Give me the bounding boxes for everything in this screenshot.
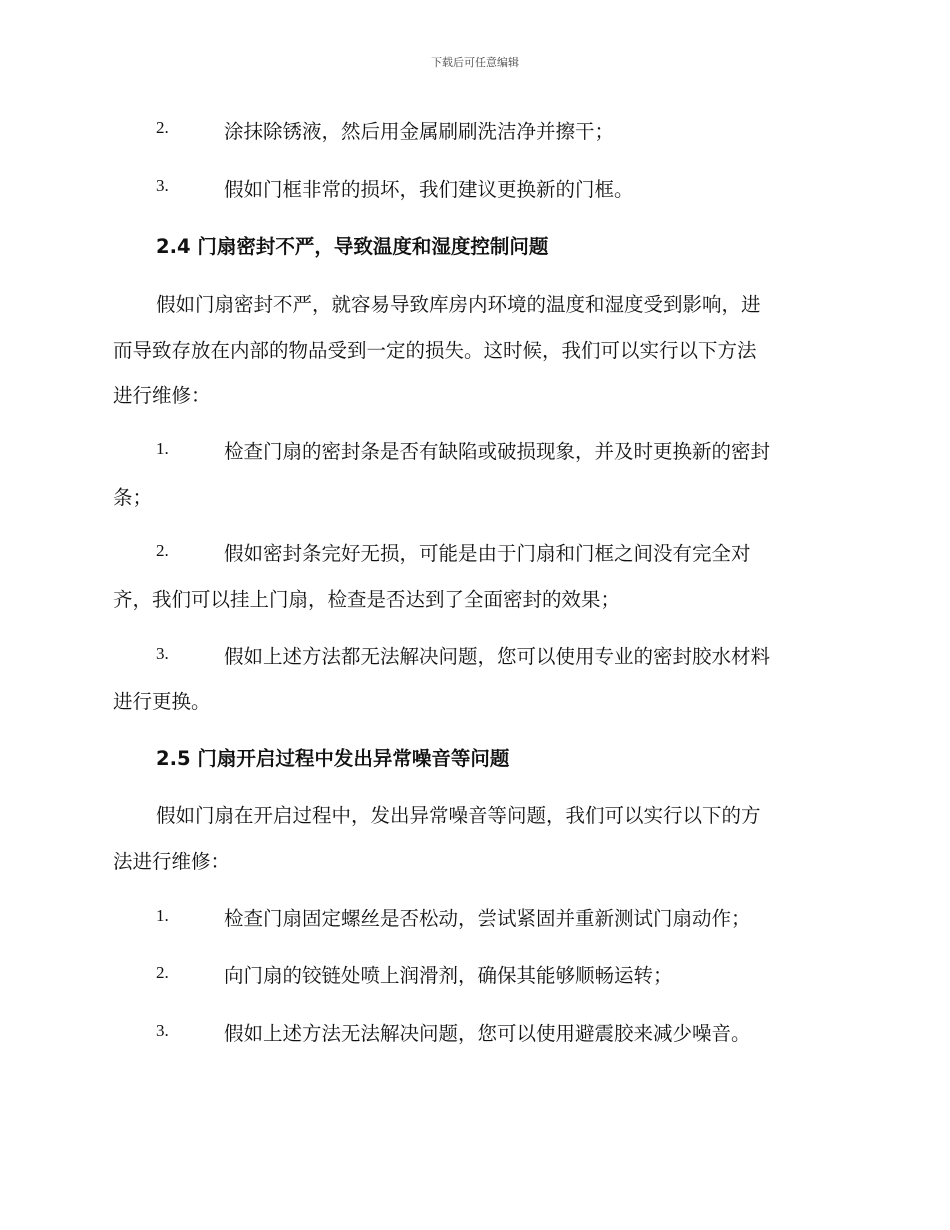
- list-number: 2.: [156, 963, 169, 982]
- page-header: 下载后可任意编辑: [431, 56, 519, 69]
- list-number: 2.: [156, 541, 169, 560]
- list-number: 3.: [156, 644, 169, 663]
- list-number: 3.: [156, 1021, 169, 1040]
- list-item-text: 假如密封条完好无损，可能是由于门扇和门框之间没有完全对: [224, 542, 751, 565]
- list-number: 1.: [156, 439, 169, 458]
- list-item-text: 假如上述方法都无法解决问题，您可以使用专业的密封胶水材料: [224, 645, 771, 668]
- list-number: 3.: [156, 176, 169, 195]
- paragraph-line: 进行维修：: [113, 384, 211, 407]
- paragraph-line: 假如门扇在开启过程中，发出异常噪音等问题，我们可以实行以下的方: [156, 804, 761, 827]
- list-item-continuation: 条；: [113, 486, 153, 509]
- list-item-text: 涂抹除锈液，然后用金属刷刷洗洁净并擦干；: [224, 120, 615, 143]
- section-heading: 2.5 门扇开启过程中发出异常噪音等问题: [156, 747, 510, 770]
- section-heading: 2.4 门扇密封不严，导致温度和湿度控制问题: [156, 235, 549, 258]
- list-number: 1.: [156, 906, 169, 925]
- list-item-text: 检查门扇的密封条是否有缺陷或破损现象，并及时更换新的密封: [224, 440, 771, 463]
- list-item-text: 检查门扇固定螺丝是否松动，尝试紧固并重新测试门扇动作；: [224, 907, 751, 930]
- list-item-continuation: 进行更换。: [113, 690, 211, 713]
- list-item-text: 假如门框非常的损坏，我们建议更换新的门框。: [224, 178, 634, 201]
- list-item-continuation: 齐，我们可以挂上门扇，检查是否达到了全面密封的效果；: [113, 588, 621, 611]
- paragraph-line: 而导致存放在内部的物品受到一定的损失。这时候，我们可以实行以下方法: [113, 339, 757, 362]
- list-number: 2.: [156, 118, 169, 137]
- paragraph-line: 法进行维修：: [113, 850, 231, 873]
- paragraph-line: 假如门扇密封不严，就容易导致库房内环境的温度和湿度受到影响，进: [156, 293, 761, 316]
- list-item-text: 向门扇的铰链处喷上润滑剂，确保其能够顺畅运转；: [224, 964, 673, 987]
- list-item-text: 假如上述方法无法解决问题，您可以使用避震胶来减少噪音。: [224, 1022, 751, 1045]
